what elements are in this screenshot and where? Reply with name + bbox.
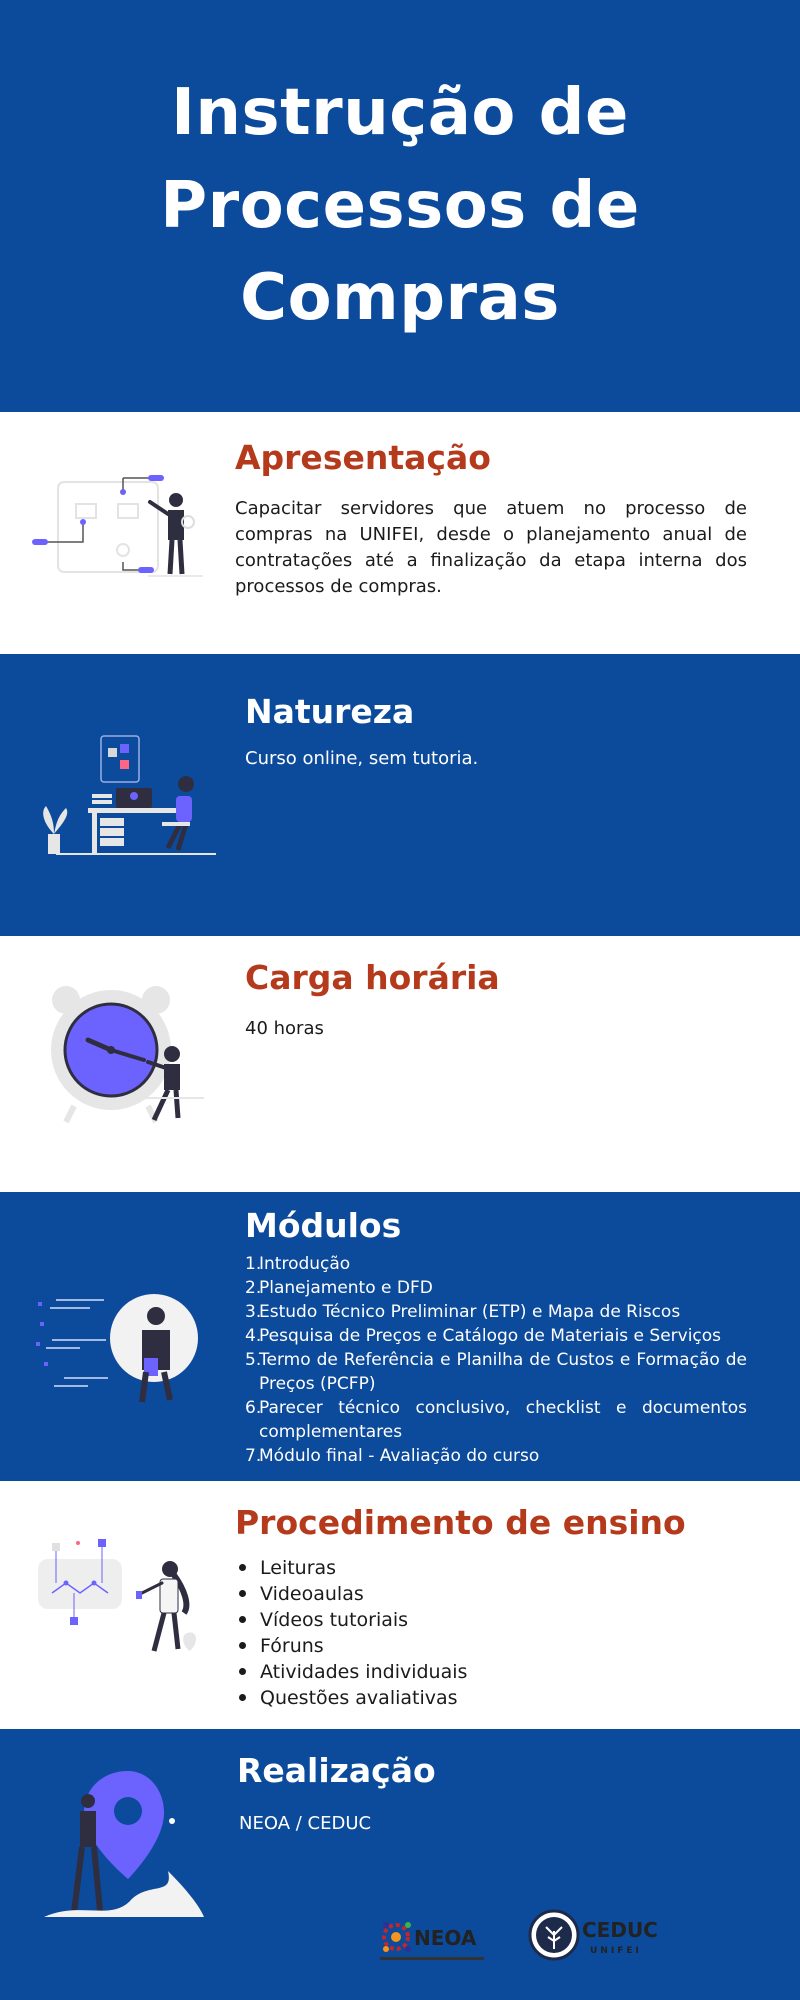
apresentacao-text: Capacitar servidores que atuem no processo de compras na UNIFEI, desde o planejamento anual de contratações até a finalização da etapa interna dos processos de compras.: [235, 497, 747, 597]
alarm-clock-illustration: [44, 980, 214, 1130]
list-item: Fóruns: [235, 1633, 747, 1659]
list-item: Atividades individuais: [235, 1659, 747, 1685]
list-item: 1. Introdução: [245, 1253, 351, 1274]
carga-text: 40 horas: [245, 1017, 324, 1039]
online-course-desk-illustration: [36, 734, 216, 864]
data-chart-person-illustration: [34, 1539, 204, 1689]
list-item: 3. Estudo Técnico Preliminar (ETP) e Mapa de Riscos: [245, 1301, 681, 1322]
section-apresentacao: [0, 412, 800, 654]
modulos-heading: Módulos: [245, 1206, 402, 1245]
neoa-logo: [374, 1909, 494, 1969]
list-item: Questões avaliativas: [235, 1685, 747, 1711]
list-item: Vídeos tutoriais: [235, 1607, 747, 1633]
presentation-board-illustration: [28, 462, 208, 622]
procedimento-list: [235, 1555, 747, 1711]
apresentacao-heading: Apresentação: [235, 438, 491, 477]
list-item: 2. Planejamento e DFD: [245, 1277, 433, 1298]
section-natureza: [0, 654, 800, 936]
list-item: 5. Termo de Referência e Planilha de Custos e Formação de Preços (PCFP): [245, 1349, 747, 1394]
ceduc-unifei-logo: [528, 1905, 660, 1965]
page-title: Instrução de Processos de Compras: [160, 75, 640, 336]
section-modulos: [0, 1192, 800, 1481]
person-with-book-illustration: [34, 1290, 204, 1410]
section-procedimento: [0, 1481, 800, 1729]
hero-banner: [0, 0, 800, 412]
section-realizacao: [0, 1729, 800, 2000]
neoa-gear-icon: [374, 1909, 494, 1969]
tree-emblem-icon: [528, 1905, 660, 1965]
svg-text:CEDUC: CEDUC: [582, 1918, 658, 1942]
modulos-list: [245, 1252, 747, 1468]
section-carga-horaria: [0, 936, 800, 1192]
natureza-text: Curso online, sem tutoria.: [245, 747, 479, 769]
list-item: 6. Parecer técnico conclusivo, checklist e documentos complementares: [245, 1397, 747, 1442]
svg-text:NEOA: NEOA: [414, 1926, 477, 1950]
realizacao-heading: Realização: [237, 1751, 436, 1790]
carga-heading: Carga horária: [245, 958, 500, 997]
procedimento-heading: Procedimento de ensino: [235, 1503, 686, 1542]
location-pin-person-illustration: [40, 1771, 210, 1951]
realizacao-text: NEOA / CEDUC: [239, 1812, 372, 1834]
natureza-heading: Natureza: [245, 692, 415, 731]
list-item: Leituras: [235, 1555, 747, 1581]
list-item: Videoaulas: [235, 1581, 747, 1607]
list-item: 7. Módulo final - Avaliação do curso: [245, 1445, 540, 1466]
list-item: 4. Pesquisa de Preços e Catálogo de Materiais e Serviços: [245, 1325, 722, 1346]
svg-text:UNIFEI: UNIFEI: [590, 1946, 642, 1956]
